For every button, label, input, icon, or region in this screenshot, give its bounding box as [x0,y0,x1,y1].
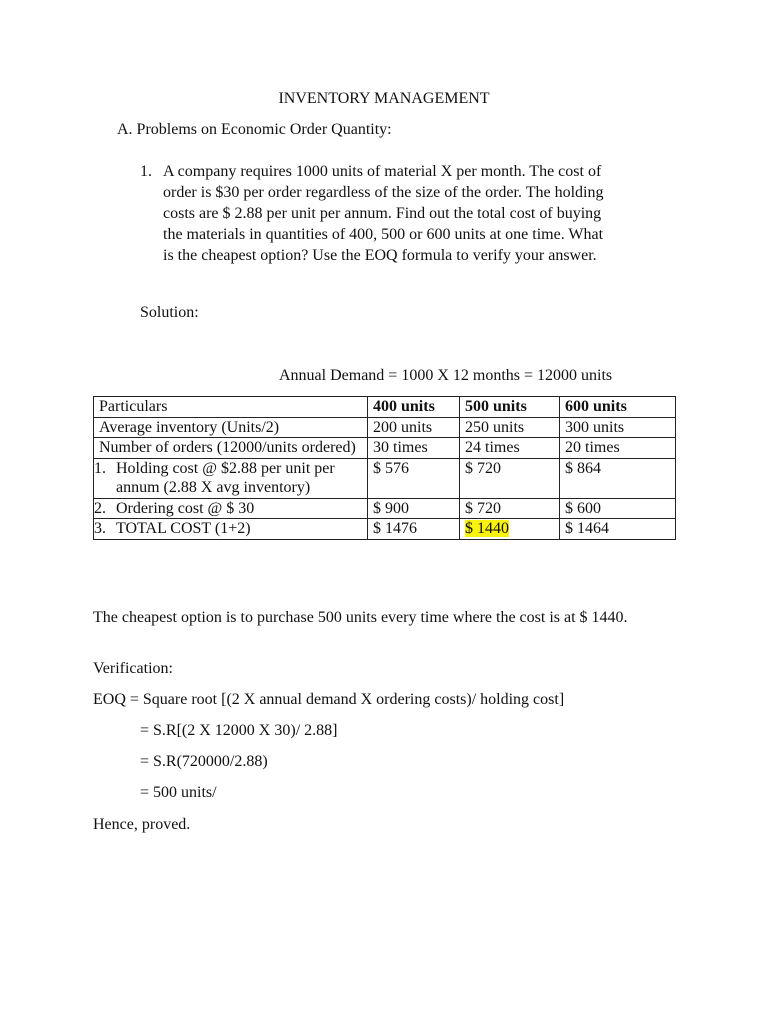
question-number: 1. [140,163,152,180]
table-cell: $ 720 [460,498,560,519]
table-cell: 300 units [560,417,676,438]
table-header-row [94,397,676,418]
page-title: INVENTORY MANAGEMENT [278,90,490,107]
eoq-result: = 500 units/ [140,784,217,801]
question-line: A company requires 1000 units of material X per month. The cost of [163,163,602,180]
table-cell: $ 1464 [560,519,676,540]
cost-table [93,396,676,540]
table-header: 400 units [368,397,460,418]
row-label: Number of orders (12000/units ordered) [94,438,368,459]
highlighted-total: $ 1440 [465,520,509,537]
table-header: 500 units [460,397,560,418]
row-label: Holding cost @ $2.88 per unit per annum (2.88 X avg inventory) [116,459,335,496]
row-label-cell [94,458,368,498]
question-line: is the cheapest option? Use the EOQ formula to verify your answer. [163,247,597,264]
table-header: Particulars [94,397,368,418]
question-line: costs are $ 2.88 per unit per annum. Find out the total cost of buying [163,205,602,222]
question-text [163,161,668,266]
row-label: TOTAL COST (1+2) [116,520,251,537]
hence-proved: Hence, proved. [93,816,191,833]
verification-label: Verification: [93,660,173,677]
table-row [94,519,676,540]
table-cell: $ 900 [368,498,460,519]
table-cell: $ 600 [560,498,676,519]
row-number: 2. [94,499,106,517]
table-row [94,498,676,519]
eoq-formula: EOQ = Square root [(2 X annual demand X ordering costs)/ holding cost] [93,691,565,708]
table-cell: $ 1476 [368,519,460,540]
row-number: 1. [94,459,106,477]
row-number: 3. [94,520,106,537]
annual-demand: Annual Demand = 1000 X 12 months = 12000 units [279,367,613,384]
table-cell: 30 times [368,438,460,459]
row-label-cell [94,498,368,519]
table-cell: 24 times [460,438,560,459]
table-cell: $ 864 [560,458,676,498]
table-cell-highlighted [460,519,560,540]
table-row [94,458,676,498]
row-label-cell [94,519,368,540]
table-row [94,417,676,438]
eoq-step: = S.R[(2 X 12000 X 30)/ 2.88] [140,722,338,739]
question-line: order is $30 per order regardless of the size of the order. The holding [163,184,604,201]
conclusion-text: The cheapest option is to purchase 500 units every time where the cost is at $ 1440. [93,609,628,626]
section-heading: A. Problems on Economic Order Quantity: [117,121,392,138]
table-cell: $ 576 [368,458,460,498]
table-cell: 20 times [560,438,676,459]
table-header: 600 units [560,397,676,418]
row-label: Average inventory (Units/2) [94,417,368,438]
table-cell: 200 units [368,417,460,438]
table-cell: 250 units [460,417,560,438]
table-row [94,438,676,459]
row-label: Ordering cost @ $ 30 [116,499,255,517]
question-line: the materials in quantities of 400, 500 or 600 units at one time. What [163,226,604,243]
solution-label: Solution: [140,304,199,321]
eoq-step: = S.R(720000/2.88) [140,753,268,770]
table-cell: $ 720 [460,458,560,498]
